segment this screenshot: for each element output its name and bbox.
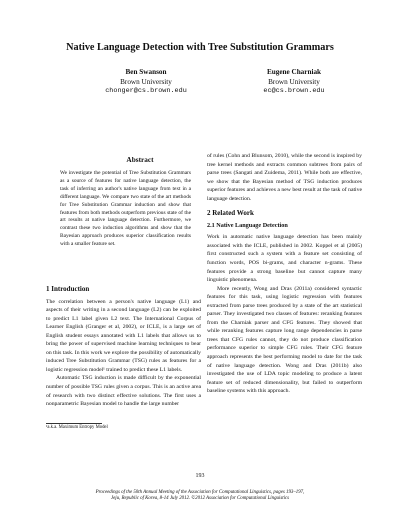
author-affiliation: Brown University (268, 77, 320, 86)
right-column (207, 152, 362, 396)
author-block-2 (224, 68, 364, 97)
author-name: Eugene Charniak (266, 68, 322, 76)
footnote: ¹a.k.a. Maximum Entropy Model (46, 425, 108, 430)
subsection-2-1-heading: 2.1 Native Language Detection (207, 221, 288, 229)
paragraph: Automatic TSG induction is made difficult by the exponential number of possible TSG rules given a corpus. This is an active area of research with two distinct effective solutions. The first uses a nonparametric Bayesian model to handle the large number (46, 375, 201, 408)
footer-line: Proceedings of the 50th Annual Meeting of the Association for Computational Linguistics, pages 193–197, (95, 490, 305, 495)
author-affiliation: Brown University (120, 77, 172, 86)
author-block-1 (76, 68, 216, 97)
page-number: 193 (195, 473, 205, 479)
paragraph: Work in automatic native language detection has been mainly associated with the ICLE, published in 2002. Koppel et al (2005) first constructed such a system with a feature set consisting of function words, POS bi-grams, and character n-grams. These features provide a strong baseline but cannot capture many linguistic phenomena. (207, 234, 362, 284)
author-name: Ben Swanson (125, 68, 167, 76)
paragraph: The correlation between a person's native language (L1) and aspects of their writing in a second language (L2) can be exploited to predict L1 label given L2 text. The International Corpus of Learner English (Granger et al, 2002), or ICLE, is a large set of English student essays annotated with L1 labels that allows us to bring the power of supervised machine learning techniques to bear on this task. In this work we explore the possibility of automatically induced Tree Substitution Grammar (TSG) rules as features for a logistic regression model¹ trained to predict these L1 labels. (46, 298, 201, 373)
abstract-heading: Abstract (126, 155, 154, 164)
author-email: ec@cs.brown.edu (263, 87, 325, 96)
section-1-heading: 1 Introduction (46, 285, 90, 293)
abstract-text: We investigate the potential of Tree Substitution Grammars as a source of features for native language detection, the task of inferring an author's native language from text in a different language. We compare two state of the art methods for Tree Substitution Grammar induction and show that features from both methods outperform previous state of the art results at native language detection. Furthermore, we contrast these two induction algorithms and show that the Bayesian approach produces superior classification results with a smaller feature set. (60, 170, 191, 248)
paragraph: More recently, Wong and Dras (2011a) considered syntactic features for this task, using logistic regression with features extracted from parse trees produced by a state of the art statistical parser. They investigated two classes of features: reranking features from the Charniak parser and CFG features. They showed that while reranking features capture long range dependencies in parse trees that CFG rules cannot, they do not produce classification performance superior to simple CFG rules. Their CFG feature approach represents the best performing model to date for the task of native language detection. Wong and Dras (2011b) also investigated the use of LDA topic modeling to produce a latent feature set of reduced dimensionality, but failed to outperform baseline systems with this approach. (207, 285, 362, 395)
left-column-lower (46, 285, 201, 409)
footnote-rule (46, 423, 102, 424)
section-2-heading: 2 Related Work (207, 209, 254, 218)
paper-title: Native Language Detection with Tree Substitution Grammars (66, 42, 334, 53)
paragraph: of rules (Cohn and Blunsom, 2010), while the second is inspired by tree kernel methods and extracts common subtrees from pairs of parse trees (Sangati and Zuidema, 2011). While both are effective, we show that the Bayesian method of TSG induction produces superior features and achieves a new best result at the task of native language detection. (207, 153, 362, 202)
footer-line: Jeju, Republic of Korea, 8-14 July 2012. ©2012 Association for Computational Linguistics (110, 496, 290, 502)
author-email: chonger@cs.brown.edu (105, 87, 187, 96)
proceedings-footer (0, 490, 400, 502)
